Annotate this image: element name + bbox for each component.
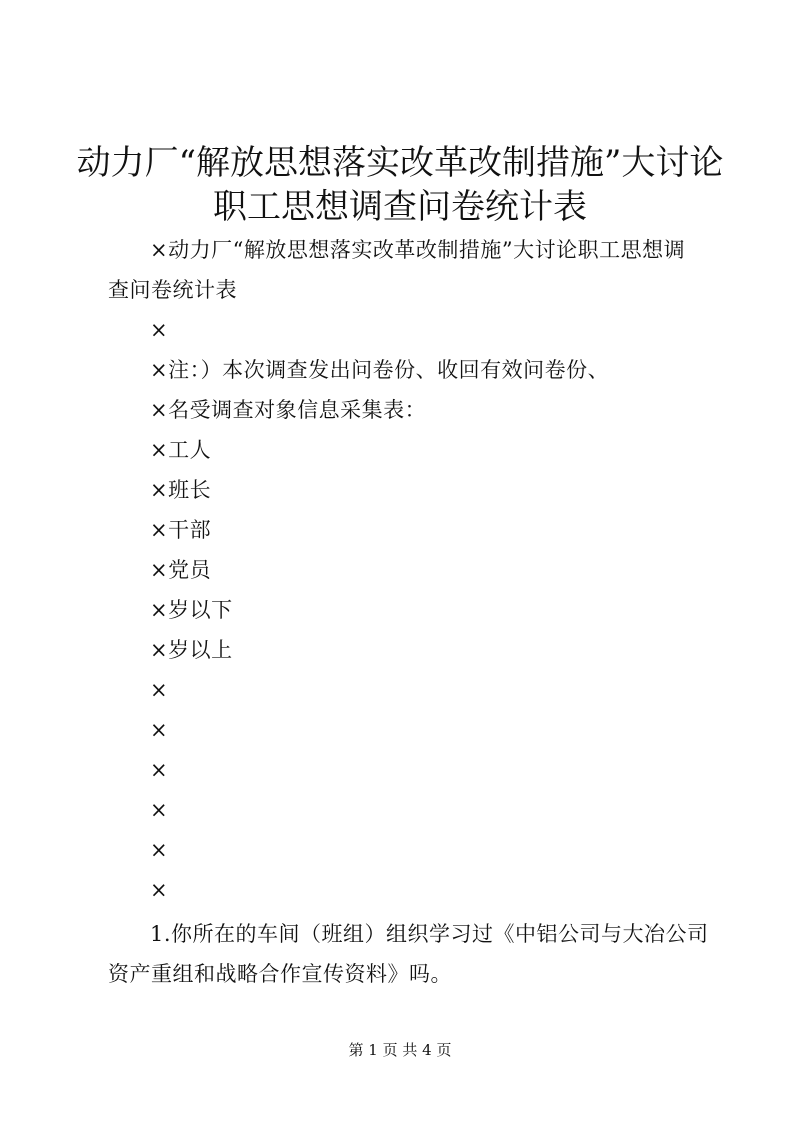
list-item: × [150, 678, 169, 702]
document-title-line2: 职工思想调查问卷统计表 [213, 187, 587, 227]
list-item: ×岁以下 [150, 598, 233, 622]
list-item: ×班长 [150, 478, 212, 502]
list-item: × [150, 798, 169, 822]
list-item: ×党员 [150, 558, 212, 582]
list-item: × [150, 318, 169, 342]
list-item: ×干部 [150, 518, 212, 542]
intro-paragraph-line2: 查问卷统计表 [108, 278, 237, 302]
respondent-info-heading: ×名受调查对象信息采集表： [150, 398, 427, 422]
list-item: × [150, 758, 169, 782]
list-item: × [150, 838, 169, 862]
list-item: ×岁以上 [150, 638, 233, 662]
list-item: × [150, 878, 169, 902]
question-1-line1: 1.你所在的车间（班组）组织学习过《中铝公司与大冶公司 [150, 922, 709, 946]
list-item: × [150, 718, 169, 742]
list-item: ×工人 [150, 438, 212, 462]
intro-paragraph-line1: ×动力厂“解放思想落实改革改制措施”大讨论职工思想调 [150, 238, 686, 262]
question-1-line2: 资产重组和战略合作宣传资料》吗。 [108, 962, 452, 986]
page-footer: 第 1 页 共 4 页 [348, 1041, 452, 1059]
survey-note-line: ×注：）本次调查发出问卷份、收回有效问卷份、 [150, 358, 610, 382]
document-title-line1: 动力厂“解放思想落实改革改制措施”大讨论 [76, 143, 724, 183]
